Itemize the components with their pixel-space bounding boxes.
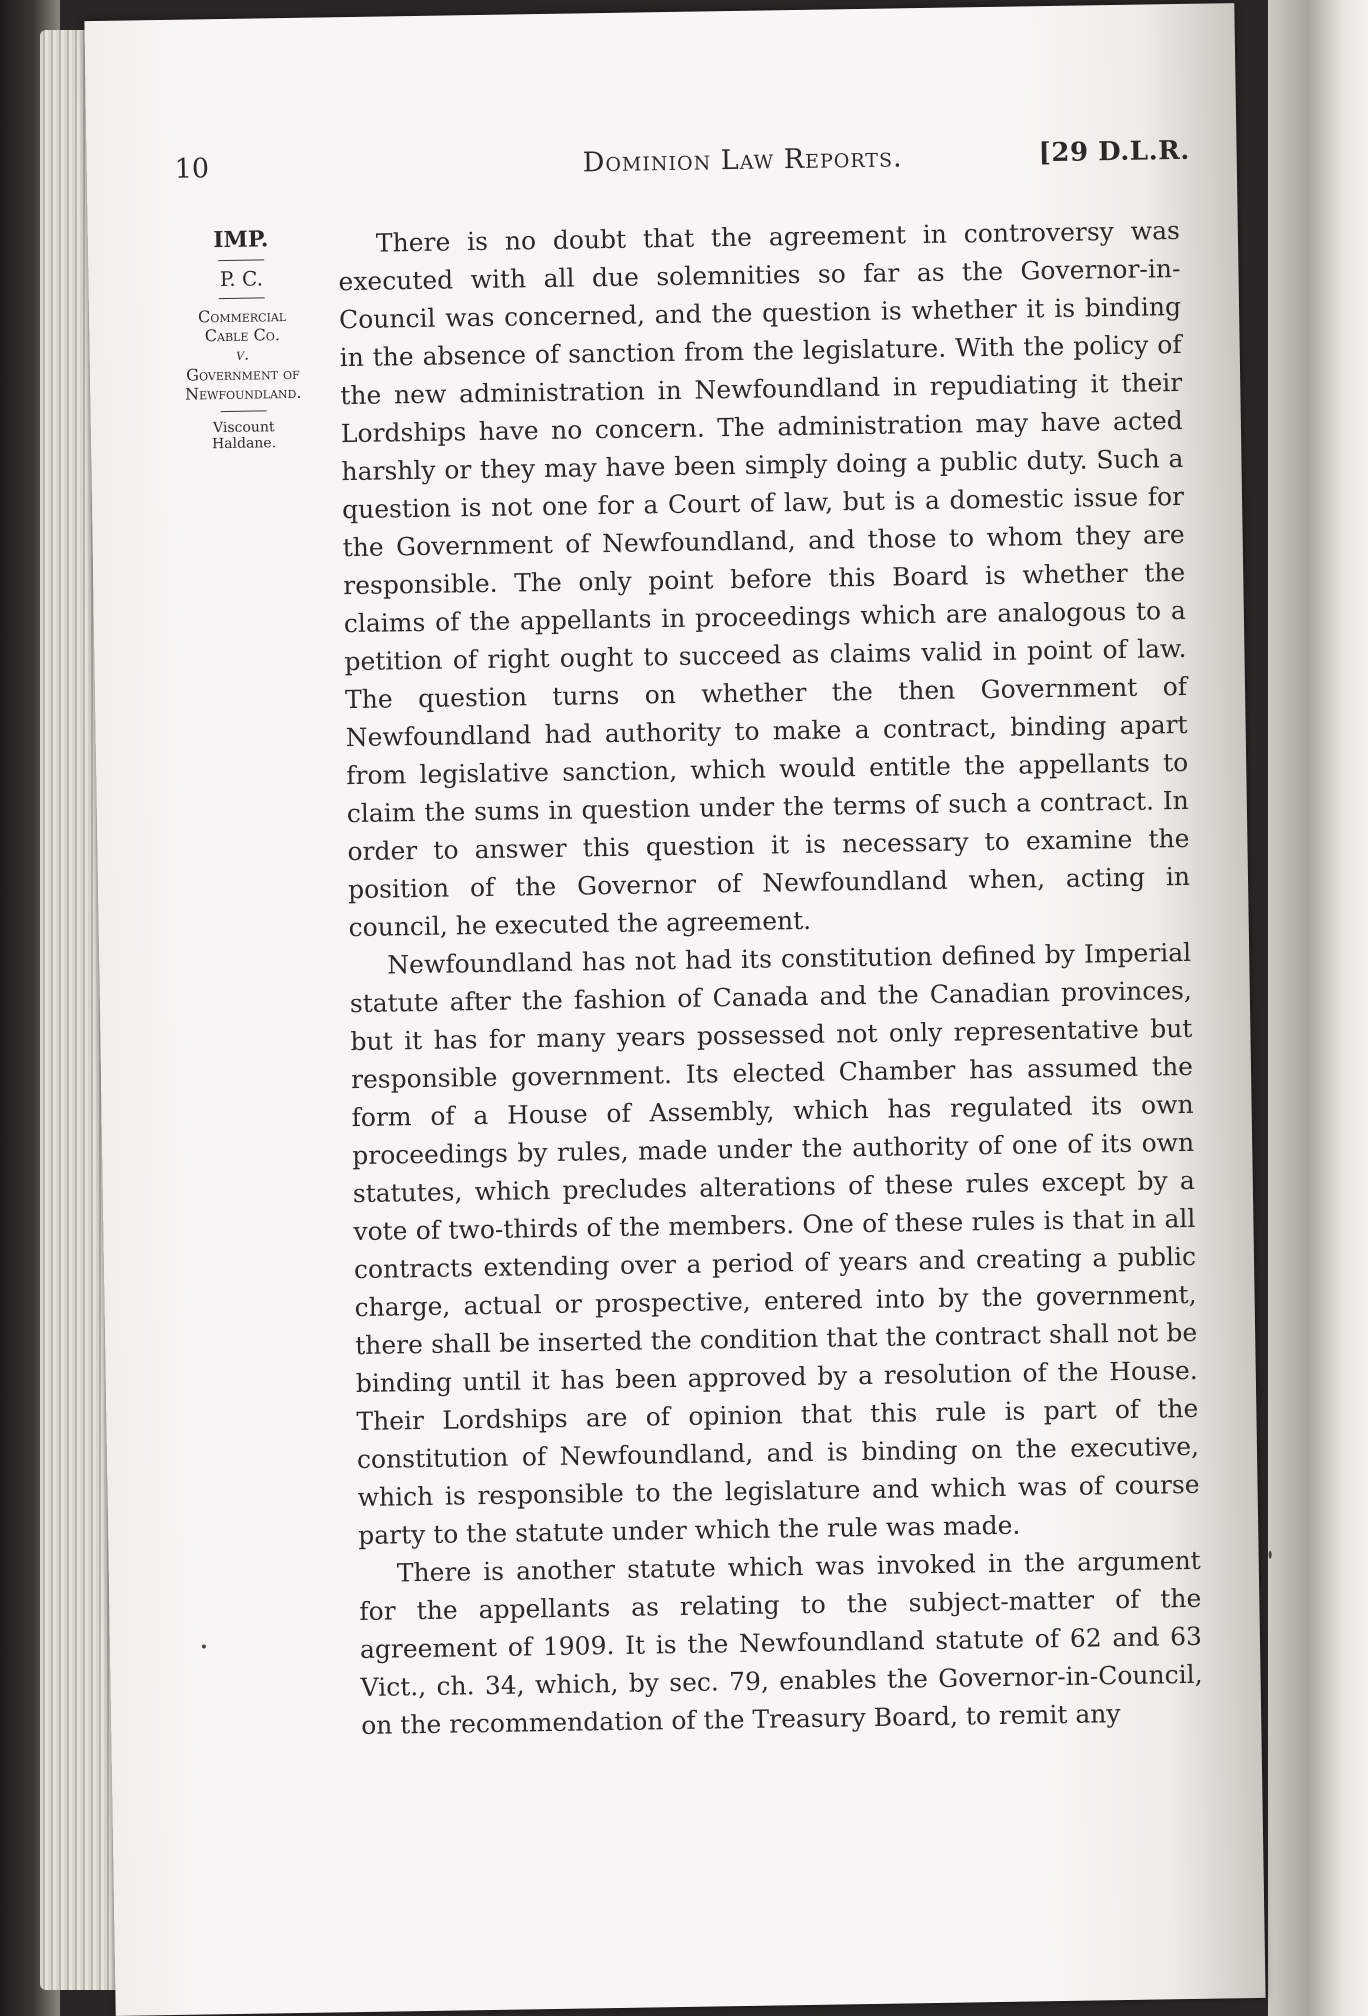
journal-title: Dominion Law Reports. [582, 142, 903, 179]
margin-rule [219, 297, 265, 299]
paper-speck [1269, 1551, 1272, 1559]
judge-name [179, 419, 309, 453]
book-page [84, 3, 1265, 2016]
case-party-respondent: Government of Newfoundland. [184, 363, 302, 404]
page-number: 10 [174, 153, 210, 185]
paragraph: There is no doubt that the agreement in controversy was executed with all due solemnities so far as the Governor-in-Council was concerned, and the question is whether it is binding in the absence of sanction from the legislature. With the policy of the new administration in Newfoundland in repudiating it their Lordships have no concern. The administration may have acted harshly or they may have been simply doing a public duty. Such a question is not one for a Court of law, but is a domestic issue for the Government of Newfoundland, and those to whom they are responsible. The only point before this Board is whether the claims of the appellants in proceedings which are analogous to a petition of right ought to succeed as claims valid in point of law. The question turns on whether the then Government of Newfoundland had authority to make a contract, binding apart from legislative sanction, which would entitle the appellants to claim the sums in question under the terms of such a contract. In order to answer this question it is necessary to examine the position of the Governor of Newfoundland when, acting in council, he executed the agreement. [338, 215, 1191, 943]
paragraph: Newfoundland has not had its constitution defined by Imperial statute after the fashion of Canada and the Canadian provinces, but it has for many years possessed not only representative but responsible government. Its elected Chamber has assumed the form of a House of Assembly, which has regulated its own proceedings by rules, made under the authority of one of its own statutes, which precludes alterations of these rules except by a vote of two-thirds of the members. One of these rules is that in all contracts extending over a period of years and creating a public charge, actual or prospective, entered into by the government, there shall be inserted the condition that the contract shall not be binding until it has been approved by a resolution of the House. Their Lordships are of opinion that this rule is part of the constitution of Newfoundland, and is binding on the executive, which is responsible to the legislature and which was of course party to the statute under which the rule was made. [349, 937, 1200, 1551]
paragraph: There is another statute which was invoked in the argument for the appellants as relating to the subject-matter of the agreement of 1909. It is the Newfoundland statute of 62 and 63 Vict., ch. 34, which, by sec. 79, enables the Governor-in-Council, on the recommendation of the Treasury Board, to remit any [359, 1545, 1203, 1741]
judge-surname: Haldane. [211, 435, 277, 453]
running-head [86, 135, 1237, 203]
page-curl-shadow [1268, 0, 1368, 2016]
case-party-appellant: Commercial Cable Co. [197, 306, 287, 346]
margin-rule [218, 259, 264, 261]
margin-rule [221, 410, 267, 412]
court-label: IMP. [213, 226, 269, 254]
case-versus: v. [235, 345, 250, 365]
judge-title: Viscount [212, 419, 275, 437]
paper-speck [202, 1644, 206, 1648]
division-label: P. C. [219, 266, 264, 292]
case-name [177, 306, 308, 404]
volume-reference: [29 D.L.R. [1038, 135, 1191, 169]
judgment-text [338, 212, 1204, 1745]
margin-notes [176, 228, 309, 453]
